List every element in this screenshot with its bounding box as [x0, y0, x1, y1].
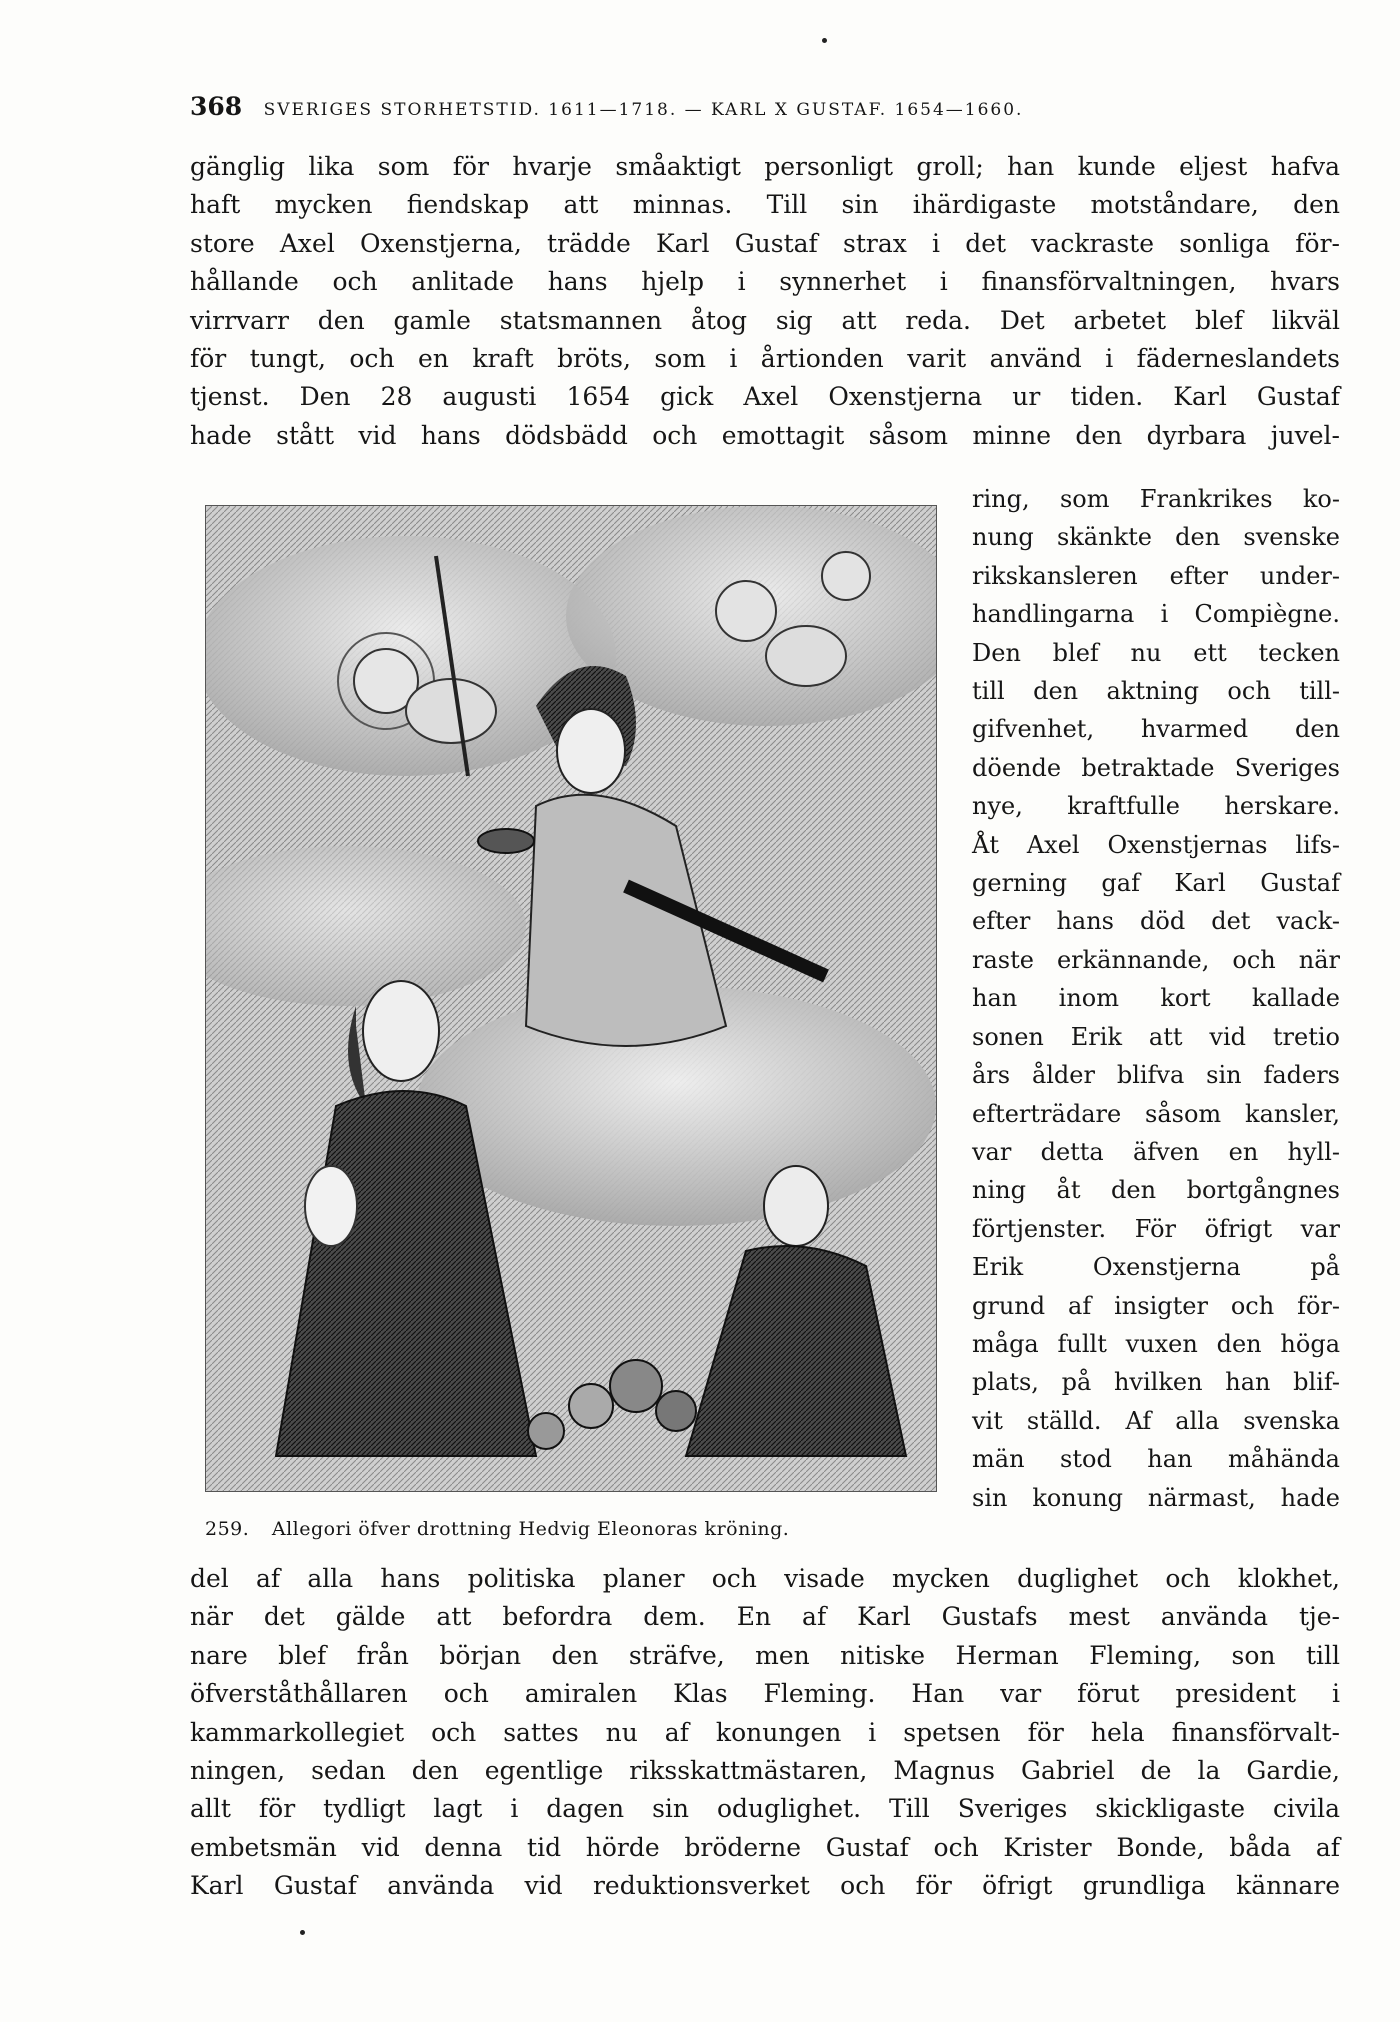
text-line: handlingarna i Compiègne. [972, 600, 1340, 629]
text-line: allt för tydligt lagt i dagen sin oduglighet. Till Sveriges skickligaste civila [190, 1794, 1340, 1824]
text-line: Karl Gustaf använda vid reduktionsverket och för öfrigt grundliga kännare [190, 1871, 1340, 1901]
text-line: del af alla hans politiska planer och visade mycken duglighet och klokhet, [190, 1564, 1340, 1593]
text-line: nung skänkte den svenske [972, 523, 1340, 552]
text-line: till den aktning och till- [972, 677, 1340, 706]
text-line: raste erkännande, och när [972, 945, 1340, 974]
text-line: plats, på hvilken han blif- [972, 1368, 1340, 1397]
text-line: han inom kort kallade [972, 984, 1340, 1013]
text-line: sin konung närmast, hade [972, 1483, 1340, 1512]
text-line: gifvenhet, hvarmed den [972, 715, 1340, 744]
text-line: öfverståthållaren och amiralen Klas Fleming. Han var förut president i [190, 1679, 1340, 1709]
text-line: Erik Oxenstjerna på [972, 1253, 1340, 1282]
print-speck-top [822, 38, 827, 43]
text-line: för tungt, och en kraft bröts, som i årtionden varit använd i fäderneslandets [190, 344, 1340, 374]
text-line: vit ställd. Af alla svenska [972, 1406, 1340, 1435]
text-line: Den blef nu ett tecken [972, 638, 1340, 667]
text-line: hållande och anlitade hans hjelp i synnerhet i finansförvaltningen, hvars [190, 267, 1340, 297]
text-line: nare blef från början den sträfve, men nitiske Herman Fleming, son till [190, 1640, 1340, 1670]
text-line: sonen Erik att vid tretio [972, 1022, 1340, 1051]
text-line: ring, som Frankrikes ko- [972, 485, 1340, 513]
running-header [190, 92, 1280, 121]
text-line: nye, kraftfulle herskare. [972, 792, 1340, 821]
text-line: rikskansleren efter under- [972, 561, 1340, 590]
text-line: haft mycken fiendskap att minnas. Till sin ihärdigaste motståndare, den [190, 190, 1340, 220]
text-line: hade stått vid hans dödsbädd och emottagit såsom minne den dyrbara juvel- [190, 420, 1340, 450]
text-line: års ålder blifva sin faders [972, 1061, 1340, 1090]
text-line: ning åt den bortgångnes [972, 1176, 1340, 1205]
text-line: förtjenster. För öfrigt var [972, 1214, 1340, 1243]
text-line: måga fullt vuxen den höga [972, 1329, 1340, 1358]
crown [478, 829, 534, 853]
text-line: virrvarr den gamle statsmannen åtog sig att reda. Det arbetet blef likväl [190, 305, 1340, 335]
text-line: var detta äfven en hyll- [972, 1137, 1340, 1166]
text-line: Åt Axel Oxenstjernas lifs- [972, 830, 1340, 859]
text-line: store Axel Oxenstjerna, trädde Karl Gustaf strax i det vackraste sonliga för- [190, 228, 1340, 258]
side-paragraph [972, 480, 1340, 1517]
running-title: SVERIGES STORHETSTID. 1611—1718. — KARL X GUSTAF. 1654—1660. [263, 100, 1024, 120]
text-line: gerning gaf Karl Gustaf [972, 869, 1340, 898]
text-line: embetsmän vid denna tid hörde bröderne Gustaf och Krister Bonde, båda af [190, 1832, 1340, 1862]
figure-number: 259. [205, 1518, 250, 1540]
print-speck-bottom [300, 1930, 305, 1935]
text-line: gänglig lika som för hvarje småaktigt personligt groll; han kunde eljest hafva [190, 152, 1340, 181]
page-number: 368 [190, 92, 243, 121]
text-line: efter hans död det vack- [972, 907, 1340, 936]
bottom-paragraph [190, 1560, 1340, 1906]
text-line: efterträdare såsom kansler, [972, 1099, 1340, 1128]
text-line: döende betraktade Sveriges [972, 753, 1340, 782]
text-line: tjenst. Den 28 augusti 1654 gick Axel Oxenstjerna ur tiden. Karl Gustaf [190, 382, 1340, 412]
text-line: män stod han måhända [972, 1445, 1340, 1474]
top-paragraph [190, 148, 1340, 455]
figure-caption-text: Allegori öfver drottning Hedvig Eleonoras kröning. [271, 1518, 790, 1540]
figure-caption [205, 1518, 935, 1540]
text-line: grund af insigter och för- [972, 1291, 1340, 1320]
text-line: kammarkollegiet och sattes nu af konungen i spetsen för hela finansförvalt- [190, 1717, 1340, 1747]
text-line: ningen, sedan den egentlige riksskattmästaren, Magnus Gabriel de la Gardie, [190, 1756, 1340, 1786]
allegory-engraving [205, 505, 937, 1492]
engraving-illustration [206, 506, 936, 1491]
text-line: när det gälde att befordra dem. En af Karl Gustafs mest använda tje- [190, 1602, 1340, 1632]
